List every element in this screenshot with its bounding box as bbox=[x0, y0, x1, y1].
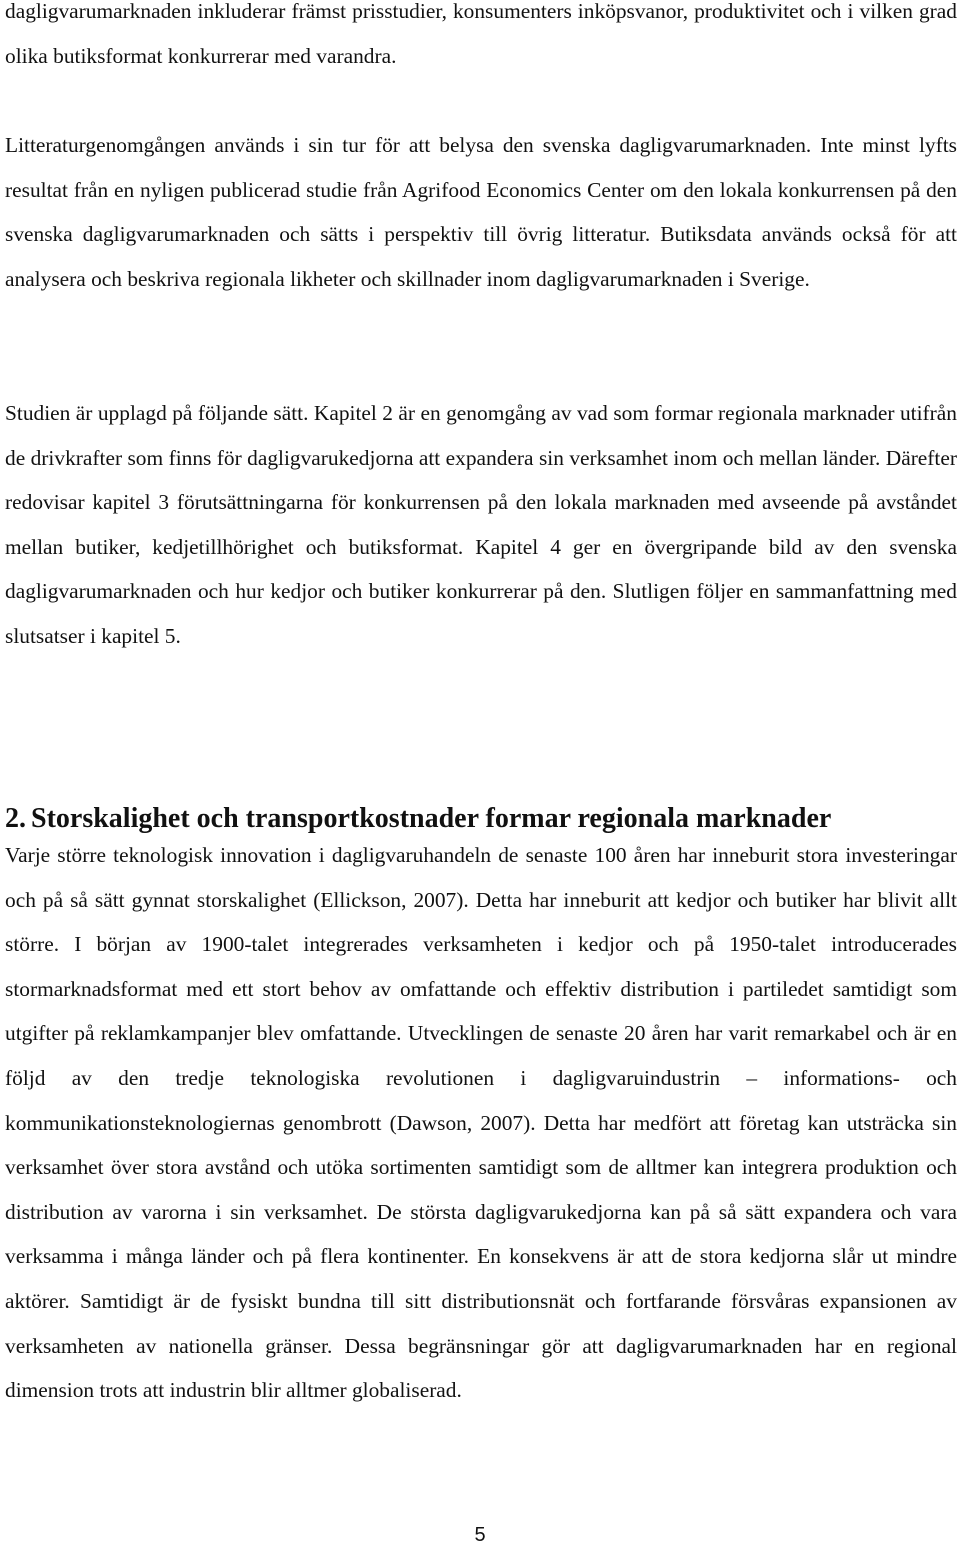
paragraph-intro-continued: dagligvarumarknaden inkluderar främst prisstudier, konsumenters inköpsvanor, produktivitet och i vilken grad olika butiksformat konkurrerar med varandra. bbox=[5, 0, 957, 68]
paragraph-study-outline: Studien är upplagd på följande sätt. Kapitel 2 är en genomgång av vad som formar regionala marknader utifrån de drivkrafter som finns för dagligvarukedjorna att expandera sin verksamhet inom och mellan länder. Därefter redovisar kapitel 3 förutsättningarna för konkurrensen på den lokala marknaden med avseende på avståndet mellan butiker, kedjetillhörighet och butiksformat. Kapitel 4 ger en övergripande bild av den svenska dagligvarumarknaden och hur kedjor och butiker konkurrerar på den. Slutligen följer en sammanfattning med slutsatser i kapitel 5. bbox=[5, 401, 957, 648]
paragraph-section-body: Varje större teknologisk innovation i dagligvaruhandeln de senaste 100 åren har inneburit stora investeringar och på så sätt gynnat storskalighet (Ellickson, 2007). Detta har inneburit att kedjor och butiker har blivit allt större. I början av 1900-talet integrerades verksamheten i kedjor och på 1950-talet introducerades stormarknadsformat med ett stort behov av omfattande och effektiv distribution i partiledet samtidigt som utgifter på reklamkampanjer blev omfattande. Utvecklingen de senaste 20 åren har varit remarkabel och är en följd av den tredje teknologiska revolutionen i dagligvaruindustrin – informations- och kommunikationsteknologiernas genombrott (Dawson, 2007). Detta har medfört att företag kan utsträcka sin verksamhet över stora avstånd och utöka sortimenten samtidigt som de alltmer kan integrera produktion och distribution av varorna i sin verksamhet. De största dagligvarukedjorna kan på så sätt expandera och vara verksamma i många länder och på flera kontinenter. En konsekvens är att de stora kedjorna slår ut mindre aktörer. Samtidigt är de fysiskt bundna till sitt distributionsnät och fortfarande försvåras expansionen av verksamheten av nationella gränser. Dessa begränsningar gör att dagligvarumarknaden har en regional dimension trots att industrin blir alltmer globaliserad. bbox=[5, 843, 957, 1403]
section-number: 2. bbox=[5, 803, 26, 834]
section-heading bbox=[5, 801, 957, 837]
paragraph-literature-review: Litteraturgenomgången används i sin tur för att belysa den svenska dagligvarumarknaden. Inte minst lyfts resultat från en nyligen publicerad studie från Agrifood Economics Center om den lokala konkurrensen på den svenska dagligvarumarknaden och sätts i perspektiv till övrig litteratur. Butiksdata används också för att analysera och beskriva regionala likheter och skillnader inom dagligvarumarknaden i Sverige. bbox=[5, 133, 957, 291]
page-number: 5 bbox=[474, 1524, 486, 1546]
section-title: Storskalighet och transportkostnader formar regionala marknader bbox=[31, 803, 832, 834]
